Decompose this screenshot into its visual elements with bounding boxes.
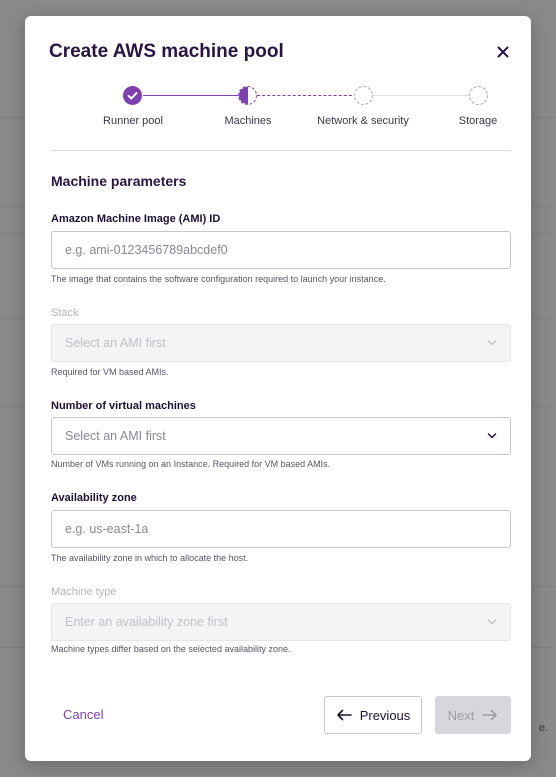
step-connector-complete <box>143 95 239 96</box>
stack-placeholder: Select an AMI first <box>65 336 166 350</box>
previous-button-label: Previous <box>359 707 411 723</box>
vm-count-select[interactable] <box>51 417 511 455</box>
availability-zone-placeholder: e.g. us-east-1a <box>65 522 149 536</box>
progress-stepper <box>49 84 510 134</box>
step-label-storage: Storage <box>458 115 498 127</box>
vm-count-label: Number of virtual machines <box>51 400 196 412</box>
close-icon[interactable] <box>494 43 512 61</box>
previous-button[interactable] <box>324 696 422 734</box>
step-label-machines: Machines <box>224 115 272 127</box>
machine-type-select[interactable] <box>51 603 511 641</box>
ami-id-help: The image that contains the software configuration required to launch your instance. <box>51 274 386 284</box>
step-connector-pending <box>373 95 471 96</box>
machine-type-placeholder: Enter an availability zone first <box>65 615 228 629</box>
ami-id-input[interactable] <box>51 231 511 269</box>
header-divider <box>51 150 511 151</box>
step-label-runner-pool: Runner pool <box>103 115 163 127</box>
arrow-right-icon <box>482 709 498 721</box>
machine-type-help: Machine types differ based on the selected availability zone. <box>51 644 291 654</box>
availability-zone-label: Availability zone <box>51 492 137 504</box>
create-machine-pool-modal <box>25 16 531 761</box>
step-connector-current <box>257 95 357 96</box>
vm-count-placeholder: Select an AMI first <box>65 429 166 443</box>
step-pending-icon <box>469 86 488 105</box>
availability-zone-input[interactable] <box>51 510 511 548</box>
section-title: Machine parameters <box>51 173 187 189</box>
ami-id-label: Amazon Machine Image (AMI) ID <box>51 213 221 225</box>
chevron-down-icon <box>487 338 497 348</box>
ami-id-placeholder: e.g. ami-0123456789abcdef0 <box>65 243 228 257</box>
step-label-network-security: Network & security <box>317 115 409 127</box>
modal-title: Create AWS machine pool <box>49 41 284 62</box>
vm-count-help: Number of VMs running on an Instance. Required for VM based AMIs. <box>51 459 331 469</box>
step-complete-check-icon <box>123 86 142 105</box>
next-button-label: Next <box>447 707 475 723</box>
stack-help: Required for VM based AMIs. <box>51 367 169 377</box>
stack-select[interactable] <box>51 324 511 362</box>
step-current-icon <box>238 86 257 105</box>
step-pending-icon <box>354 86 373 105</box>
machine-type-label: Machine type <box>51 586 117 598</box>
next-button[interactable] <box>435 696 511 734</box>
cancel-button[interactable]: Cancel <box>63 707 104 722</box>
arrow-left-icon <box>336 709 352 721</box>
availability-zone-help: The availability zone in which to allocate the host. <box>51 553 249 563</box>
bg-text: e. <box>538 722 548 734</box>
chevron-down-icon <box>487 431 497 441</box>
chevron-down-icon <box>487 617 497 627</box>
stack-label: Stack <box>51 307 79 319</box>
